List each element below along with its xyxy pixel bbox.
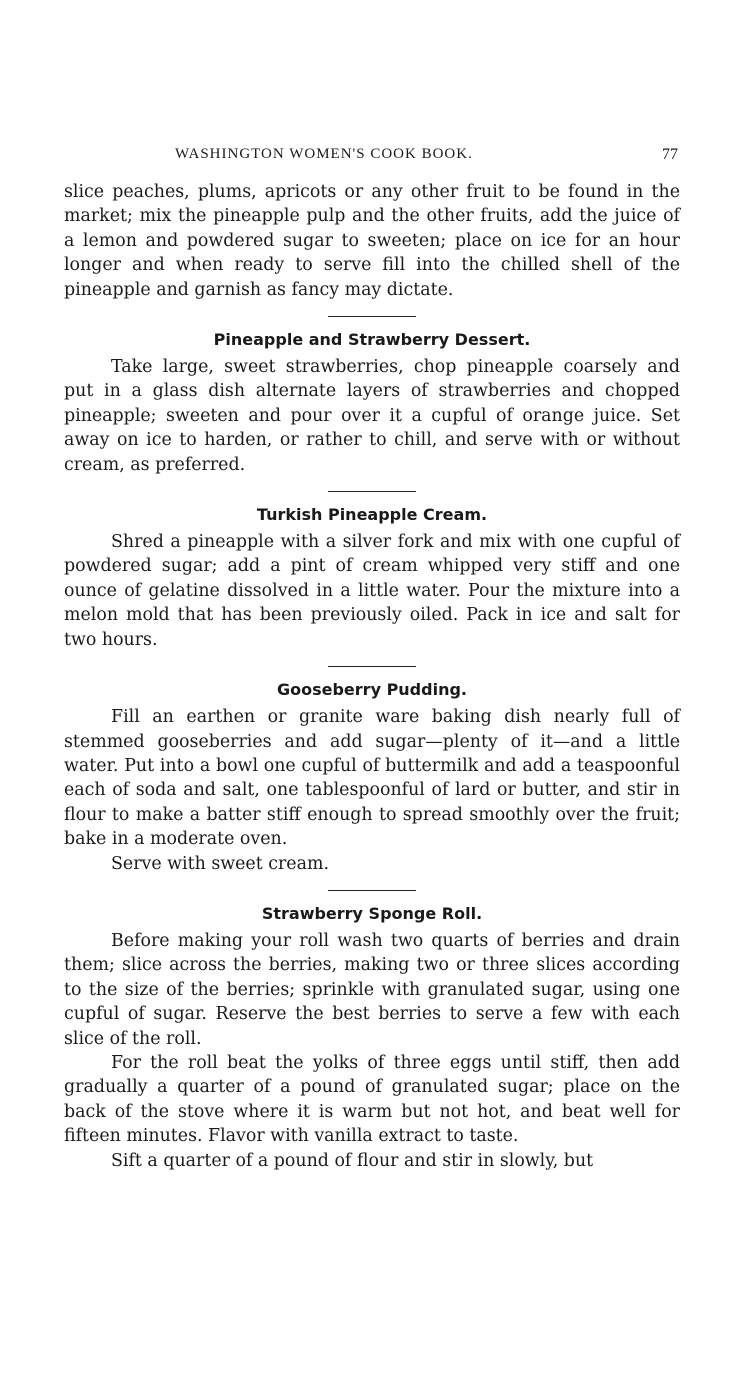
- intro-paragraph: slice peaches, plums, apricots or any other fruit to be found in the market; mix the pineapple pulp and the other fruits, add the juice of a lemon and powdered sugar to sweeten; place on ice for an hour longer and when ready to serve fill into the chilled shell of the pineapple and garnish as fancy may dictate.: [64, 182, 680, 300]
- recipe-strawberry-sponge-roll: [64, 903, 680, 1173]
- recipe-paragraph: Shred a pineapple with a silver fork and mix with one cupful of powdered sugar; add a pint of cream whipped very stiff and one ounce of gelatine dissolved in a little water. Pour the mixture into a melon mold that has been previously oiled. Pack in ice and salt for two hours.: [64, 532, 680, 650]
- recipe-paragraph: Fill an earthen or granite ware baking dish nearly full of stemmed gooseberries and add sugar—plenty of it—and a little water. Put into a bowl one cupful of buttermilk and add a teaspoonful each of soda and salt, one tablespoonful of lard or butter, and stir in flour to make a batter stiff enough to spread smoothly over the fruit; bake in a moderate oven.: [64, 707, 680, 850]
- recipe-paragraph: Sift a quarter of a pound of flour and stir in slowly, but: [111, 1150, 594, 1171]
- section-divider: [328, 890, 416, 891]
- running-title: WASHINGTON WOMEN'S COOK BOOK.: [175, 146, 473, 162]
- recipe-paragraph: Serve with sweet cream.: [111, 853, 329, 874]
- running-header: [64, 140, 680, 168]
- recipe-title: Strawberry Sponge Roll.: [261, 903, 483, 923]
- recipe-title: Turkish Pineapple Cream.: [256, 505, 488, 525]
- recipe-title: Gooseberry Pudding.: [276, 680, 467, 700]
- recipe-paragraph: Before making your roll wash two quarts of berries and drain them; slice across the berries, making two or three slices according to the size of the berries; sprinkle with granulated sugar, using one cupful of sugar. Reserve the best berries to serve a few with each slice of the roll.: [64, 930, 680, 1049]
- recipe-paragraph: For the roll beat the yolks of three eggs until stiff, then add gradually a quarter of a pound of granulated sugar; place on the back of the stove where it is warm but not hot, and beat well for fifteen minutes. Flavor with vanilla extract to taste.: [64, 1052, 680, 1147]
- book-page: [64, 140, 680, 1173]
- section-divider: [328, 666, 416, 667]
- recipe-gooseberry-pudding: [64, 679, 680, 876]
- recipe-turkish-pineapple-cream: [64, 504, 680, 652]
- recipe-pineapple-strawberry-dessert: [64, 329, 680, 477]
- recipe-title: Pineapple and Strawberry Dessert.: [213, 330, 531, 350]
- section-divider: [328, 316, 416, 317]
- recipe-paragraph: Take large, sweet strawberries, chop pineapple coarsely and put in a glass dish alternate layers of strawberries and chopped pineapple; sweeten and pour over it a cupful of orange juice. Set away on ice to harden, or rather to chill, and serve with or without cream, as preferred.: [64, 357, 680, 475]
- page-number: 77: [662, 146, 678, 163]
- section-divider: [328, 491, 416, 492]
